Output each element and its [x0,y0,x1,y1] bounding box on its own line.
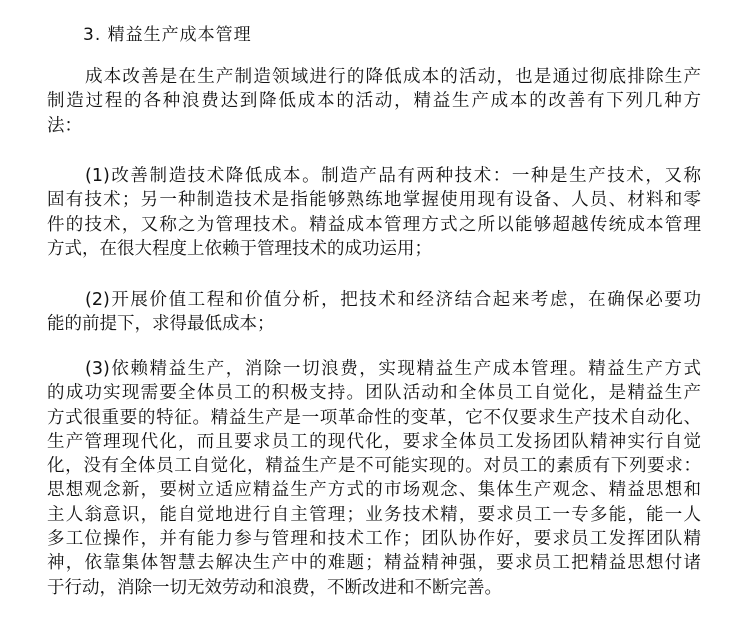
text-line: 方式，在很大程度上依赖于管理技术的成功运用； [47,238,432,259]
text-line: 于行动，消除一切无效劳动和浪费，不断改进和不断完善。 [47,577,502,598]
paragraph-item-1 [47,164,701,261]
text-line: (2)开展价值工程和价值分析，把技术和经济结合起来考虑，在确保必要功 [85,290,701,310]
text-line: 固有技术；另一种制造技术是指能够熟练地掌握使用现有设备、人员、材料和零 [47,190,701,211]
section-heading: 3. 精益生产成本管理 [83,25,252,45]
text-line: 化，没有全体员工自觉化，精益生产是不可能实现的。对员工的素质有下列要求： [47,456,701,477]
text-line: (3)依赖精益生产，消除一切浪费，实现精益生产成本管理。精益生产方式 [85,359,701,379]
text-line: 的成功实现需要全体员工的积极支持。团队活动和全体员工自觉化，是精益生产 [47,383,701,404]
paragraph-intro [47,65,701,138]
text-line: 主人翁意识，能自觉地进行自主管理；业务技术精，要求员工一专多能，能一人 [47,504,701,525]
text-line: 多工位操作，并有能力参与管理和技术工作；团队协作好，要求员工发挥团队精 [47,529,701,550]
text-line: 成本改善是在生产制造领域进行的降低成本的活动，也是通过彻底排除生产 [85,67,701,87]
text-line: 能的前提下，求得最低成本； [47,314,275,335]
text-line: 神，依靠集体智慧去解决生产中的难题；精益精神强，要求员工把精益思想付诸 [47,553,701,574]
paragraph-item-2 [47,288,701,337]
text-line: (1)改善制造技术降低成本。制造产品有两种技术：一种是生产技术，又称 [85,166,701,186]
text-line: 制造过程的各种浪费达到降低成本的活动，精益生产成本的改善有下列几种方 [47,91,701,112]
text-line: 生产管理现代化，而且要求员工的现代化，要求全体员工发扬团队精神实行自觉 [47,431,701,452]
text-line: 思想观念新，要树立适应精益生产方式的市场观念、集体生产观念、精益思想和 [47,480,701,501]
text-line: 法： [47,115,82,136]
text-line: 方式很重要的特征。精益生产是一项革命性的变革，它不仅要求生产技术自动化、 [47,407,701,428]
text-line: 件的技术，又称之为管理技术。精益成本管理方式之所以能够超越传统成本管理 [47,214,701,235]
paragraph-item-3 [47,357,701,600]
